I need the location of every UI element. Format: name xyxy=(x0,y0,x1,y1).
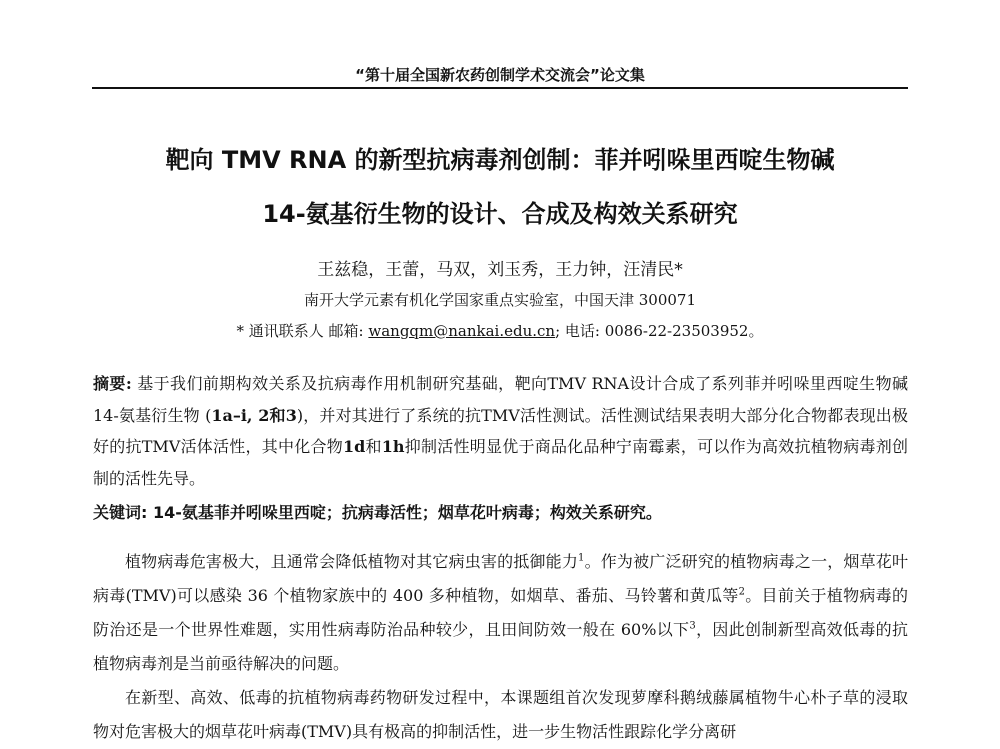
contact-phone: ; 电话: 0086-22-23503952。 xyxy=(555,322,764,340)
contact-line xyxy=(0,320,1000,341)
citation-1: 1 xyxy=(578,552,585,564)
email-link[interactable]: wangqm@nankai.edu.cn xyxy=(368,322,556,340)
paragraph-1-text-d: ，因此创制新型高效低毒的抗植物病毒剂是当前亟待解决的问题。 xyxy=(93,620,908,673)
paragraph-2: 在新型、高效、低毒的抗植物病毒药物研发过程中，本课题组首次发现萝摩科鹅绒藤属植物牛心朴子草的浸取物对危害极大的烟草花叶病毒(TMV)具有极高的抑制活性，进一步生物活性跟踪化学分离研 xyxy=(93,688,908,741)
affiliation: 南开大学元素有机化学国家重点实验室，中国天津 300071 xyxy=(303,291,697,309)
paper-title-line-2: 14-氨基衍生物的设计、合成及构效关系研究 xyxy=(262,200,738,228)
abstract-compound-1h: 1h xyxy=(381,437,405,456)
abstract xyxy=(93,368,908,494)
abstract-text-1: 基于我们前期构效关系及抗病毒作用机制研究基础，靶向TMV RNA设计合成了系列菲并吲哚里西啶生物碱14-氨基衍生物 ( xyxy=(93,374,908,425)
paragraph-1-text-c: 。目前关于植物病毒的防治还是一个世界性难题，实用性病毒防治品种较少，且田间防效一般在 60%以下 xyxy=(93,586,908,639)
body-text xyxy=(93,545,908,749)
abstract-text-2: )，并对其进行了系统的抗TMV活性测试。活性测试结果表明大部分化合物都表现出极好的抗TMV活体活性，其中化合物 xyxy=(93,405,908,456)
paragraph-1-text-a: 植物病毒危害极大，且通常会降低植物对其它病虫害的抵御能力 xyxy=(125,552,579,571)
paragraph-1-text-b: 。作为被广泛研究的植物病毒之一，烟草花叶病毒(TMV)可以感染 36 个植物家族中的 400 多种植物，如烟草、番茄、马铃薯和黄瓜等 xyxy=(93,552,908,605)
header-rule xyxy=(92,87,908,89)
abstract-text-3: 抑制活性明显优于商品化品种宁南霉素，可以作为高效抗植物病毒剂创制的活性先导。 xyxy=(93,437,908,488)
citation-2: 2 xyxy=(738,586,745,598)
author-list: 王兹稳，王蕾，马双，刘玉秀，王力钟，汪清民* xyxy=(317,260,683,280)
contact-prefix: * 通讯联系人 邮箱: xyxy=(236,322,369,340)
keywords-text: 14-氨基菲并吲哚里西啶；抗病毒活性；烟草花叶病毒；构效关系研究。 xyxy=(147,503,662,522)
keywords-label: 关键词: xyxy=(93,503,148,522)
paper-title-line-1: 靶向 TMV RNA 的新型抗病毒剂创制：菲并吲哚里西啶生物碱 xyxy=(165,146,835,174)
abstract-and: 和 xyxy=(365,437,382,456)
citation-3: 3 xyxy=(689,620,696,632)
abstract-compound-1d: 1d xyxy=(342,437,366,456)
running-header: “第十届全国新农药创制学术交流会”论文集 xyxy=(355,66,645,84)
abstract-label: 摘要: xyxy=(93,374,132,393)
abstract-compounds: 1a–i, 2和3 xyxy=(211,405,297,425)
keywords xyxy=(93,500,908,523)
paragraph-1 xyxy=(93,545,908,681)
